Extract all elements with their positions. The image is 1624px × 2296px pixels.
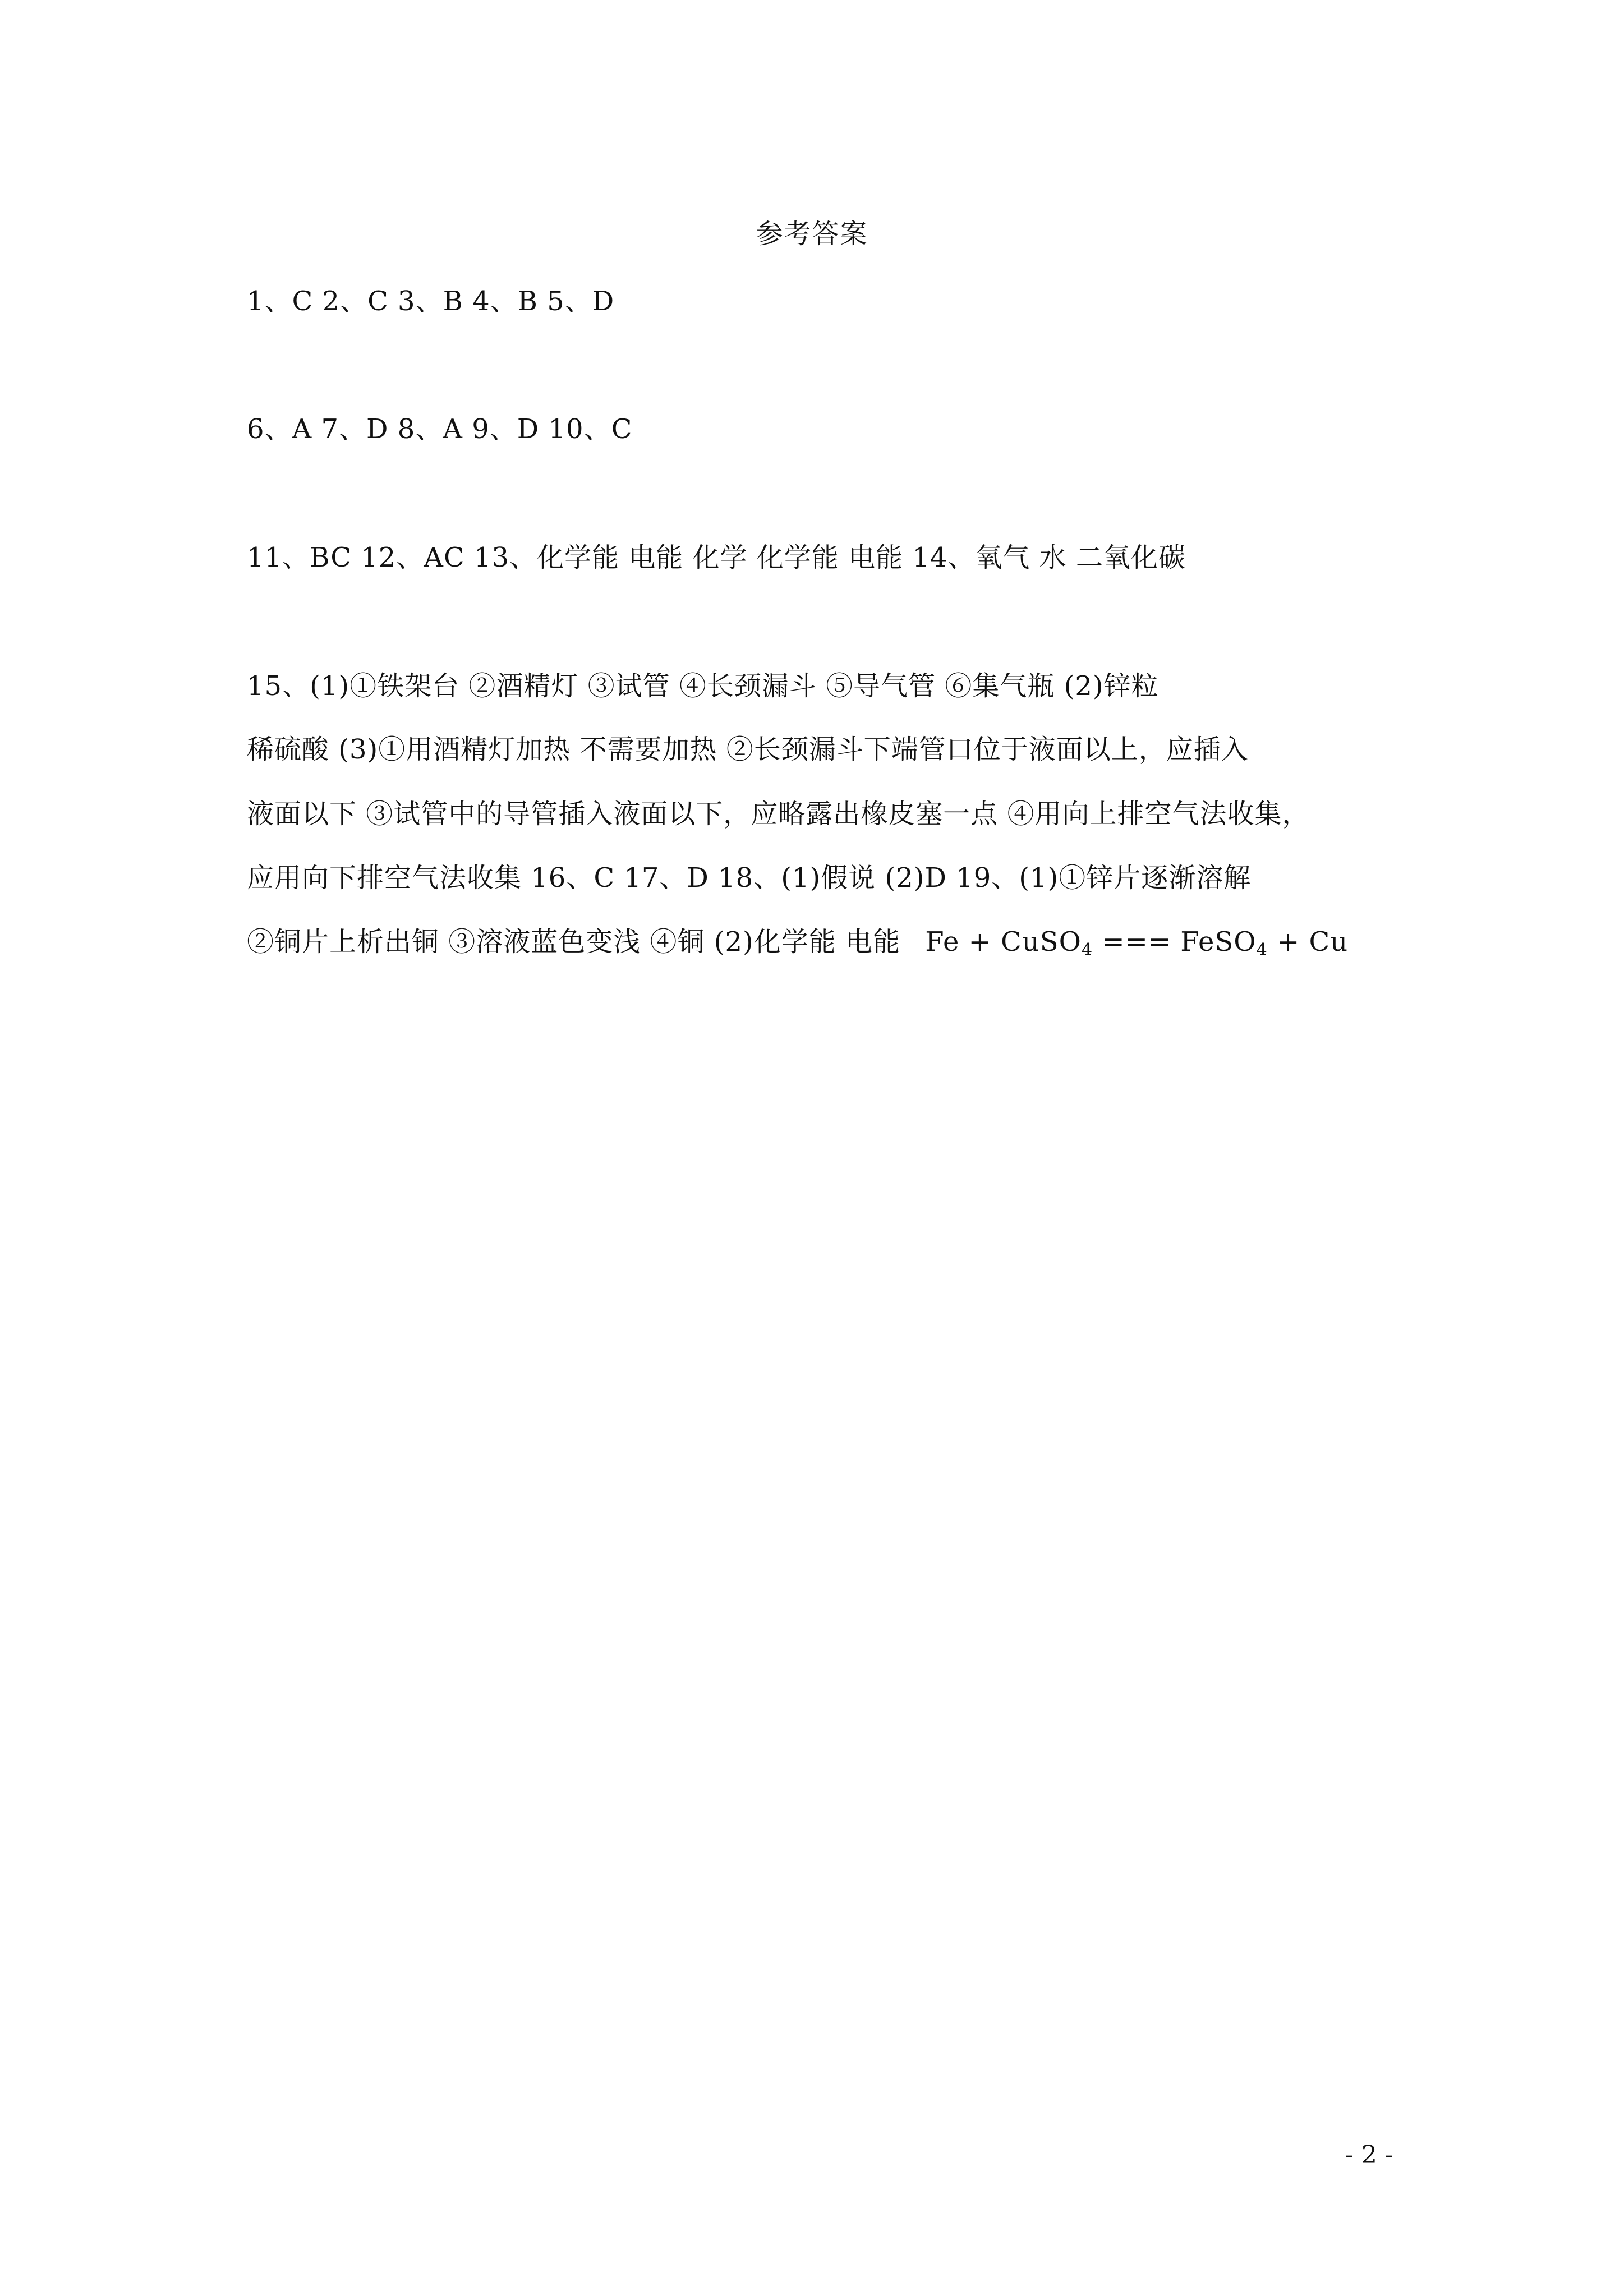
equation-cuso-prefix: CuSO bbox=[1001, 926, 1082, 958]
answer-line-8 bbox=[247, 920, 1348, 960]
equation-feso-prefix: FeSO bbox=[1180, 926, 1257, 958]
answer-line-6: 液面以下 ③试管中的导管插入液面以下，应略露出橡皮塞一点 ④用向上排空气法收集， bbox=[247, 798, 1310, 830]
answer-line-3: 11、BC 12、AC 13、化学能 电能 化学 化学能 电能 14、氧气 水 二氧化碳 bbox=[247, 542, 1186, 573]
page-title: 参考答案 bbox=[756, 218, 868, 250]
equation-plus-1: + bbox=[968, 926, 992, 958]
equation-cuso4 bbox=[1001, 926, 1093, 958]
equation-feso4 bbox=[1180, 926, 1267, 958]
page-number: - 2 - bbox=[1345, 2141, 1393, 2169]
answer-line-1: 1、C 2、C 3、B 4、B 5、D bbox=[247, 286, 615, 317]
answer-line-4: 15、(1)①铁架台 ②酒精灯 ③试管 ④长颈漏斗 ⑤导气管 ⑥集气瓶 (2)锌粒 bbox=[247, 670, 1159, 702]
equation-plus-2: + bbox=[1276, 926, 1300, 958]
answer-line-8-text: ②铜片上析出铜 ③溶液蓝色变浅 ④铜 (2)化学能 电能 bbox=[247, 926, 901, 958]
equation-fe: Fe bbox=[925, 926, 960, 958]
equation-subscript-2: 4 bbox=[1256, 940, 1268, 960]
equation-subscript-1: 4 bbox=[1082, 940, 1093, 960]
answer-line-2: 6、A 7、D 8、A 9、D 10、C bbox=[247, 413, 633, 445]
equation-cu: Cu bbox=[1309, 926, 1349, 958]
answer-line-7: 应用向下排空气法收集 16、C 17、D 18、(1)假说 (2)D 19、(1)①锌片逐渐溶解 bbox=[247, 862, 1252, 894]
equation-arrow: === bbox=[1102, 926, 1172, 958]
chemical-equation bbox=[925, 926, 1348, 958]
answer-line-5: 稀硫酸 (3)①用酒精灯加热 不需要加热 ②长颈漏斗下端管口位于液面以上，应插入 bbox=[247, 734, 1249, 765]
